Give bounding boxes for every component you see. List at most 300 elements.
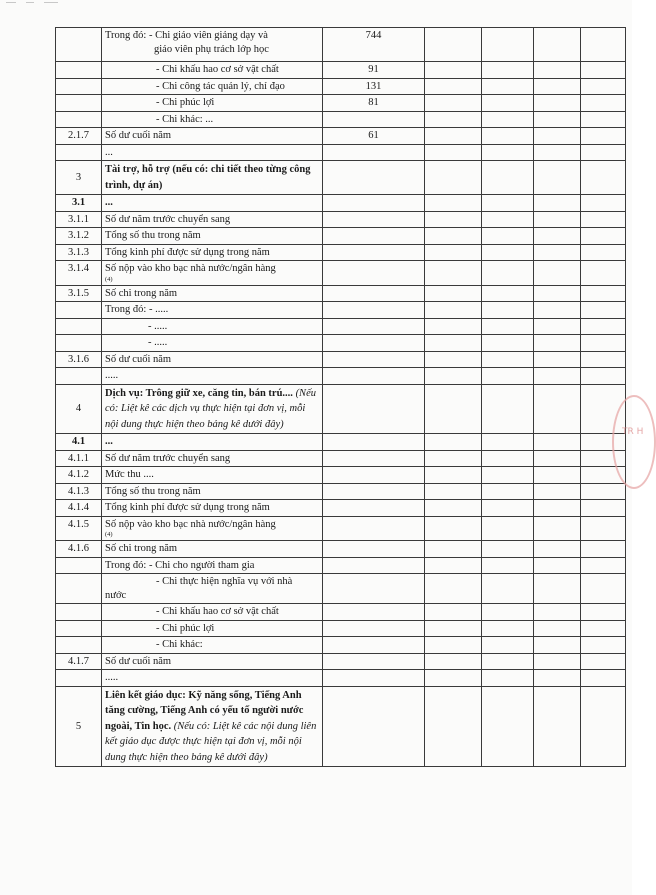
row-value <box>323 483 425 500</box>
empty-cell <box>482 195 534 212</box>
row-value-text: 131 <box>365 80 382 92</box>
row-content-text: ..... <box>105 370 119 381</box>
row-content-text: ... <box>105 146 113 158</box>
empty-cell <box>534 557 581 574</box>
empty-cell <box>482 335 534 352</box>
row-value <box>323 261 425 286</box>
row-content-text: Trong đó: - Chi giáo viên giảng dạy và <box>105 30 268 41</box>
empty-cell <box>425 653 482 670</box>
empty-cell <box>425 541 482 558</box>
empty-cell <box>534 574 581 604</box>
empty-cell <box>534 195 581 212</box>
empty-cell <box>482 228 534 245</box>
row-content-text: - Chi khác: <box>156 639 203 650</box>
empty-cell <box>425 211 482 228</box>
empty-cell <box>482 384 534 434</box>
row-content-text: - Chi khấu hao cơ sở vật chất <box>156 606 279 617</box>
row-value <box>323 541 425 558</box>
section-number-text: 5 <box>75 720 82 732</box>
empty-cell <box>581 285 626 302</box>
row-content <box>102 302 323 319</box>
row-content-text: - Chi khác: ... <box>156 113 214 125</box>
row-number <box>56 285 102 302</box>
empty-cell <box>482 111 534 128</box>
empty-cell <box>425 144 482 161</box>
empty-cell <box>534 434 581 451</box>
row-content <box>102 335 323 352</box>
table-row <box>56 467 626 484</box>
empty-cell <box>425 228 482 245</box>
row-content <box>102 144 323 161</box>
row-value <box>323 467 425 484</box>
empty-cell <box>581 228 626 245</box>
empty-cell <box>534 302 581 319</box>
empty-cell <box>482 500 534 517</box>
empty-cell <box>425 670 482 687</box>
empty-cell <box>425 483 482 500</box>
row-number <box>56 62 102 79</box>
row-content-text: Trong đó: - Chi cho người tham gia <box>105 559 255 571</box>
row-value <box>323 161 425 195</box>
empty-cell <box>425 557 482 574</box>
row-content-text: Số dư cuối năm <box>105 655 172 667</box>
row-number <box>56 574 102 604</box>
empty-cell <box>534 318 581 335</box>
empty-cell <box>482 144 534 161</box>
empty-cell <box>482 670 534 687</box>
row-number <box>56 28 102 62</box>
empty-cell <box>581 516 626 541</box>
empty-cell <box>425 261 482 286</box>
section-number <box>56 686 102 767</box>
row-content-text: - Chi công tác quản lý, chỉ đạo <box>156 80 285 92</box>
row-value <box>323 111 425 128</box>
table-row <box>56 335 626 352</box>
empty-cell <box>534 686 581 767</box>
table-row <box>56 434 626 451</box>
empty-cell <box>425 637 482 654</box>
row-content-text: Số dư năm trước chuyển sang <box>105 213 231 225</box>
table-row <box>56 78 626 95</box>
row-content-text: ... <box>105 436 113 447</box>
row-number-text: 3.1.6 <box>68 353 89 365</box>
empty-cell <box>534 95 581 112</box>
empty-cell <box>482 78 534 95</box>
empty-cell <box>534 62 581 79</box>
row-content-text: - ..... <box>148 320 168 332</box>
empty-cell <box>581 335 626 352</box>
row-number <box>56 467 102 484</box>
empty-cell <box>482 351 534 368</box>
empty-cell <box>482 244 534 261</box>
row-content-text: Tổng kinh phí được sử dụng trong năm <box>105 246 270 258</box>
empty-cell <box>482 483 534 500</box>
empty-cell <box>482 620 534 637</box>
row-content <box>102 637 323 654</box>
empty-cell <box>425 95 482 112</box>
row-number <box>56 335 102 352</box>
empty-cell <box>482 285 534 302</box>
empty-cell <box>534 161 581 195</box>
row-content <box>102 318 323 335</box>
row-number <box>56 670 102 687</box>
empty-cell <box>425 285 482 302</box>
row-value <box>323 351 425 368</box>
empty-cell <box>482 434 534 451</box>
table-row <box>56 211 626 228</box>
empty-cell <box>581 161 626 195</box>
empty-cell <box>425 620 482 637</box>
row-number-text: 4.1.7 <box>68 655 89 667</box>
empty-cell <box>534 483 581 500</box>
row-value <box>323 211 425 228</box>
row-content-text: Tổng kinh phí được sử dụng trong năm <box>105 502 270 513</box>
row-number <box>56 128 102 145</box>
section-title <box>102 384 323 434</box>
row-number <box>56 653 102 670</box>
row-value <box>323 318 425 335</box>
empty-cell <box>581 62 626 79</box>
row-number <box>56 228 102 245</box>
row-value-text: 61 <box>368 130 379 141</box>
section-number <box>56 161 102 195</box>
row-number-text: 4.1.4 <box>68 502 89 513</box>
empty-cell <box>482 211 534 228</box>
empty-cell <box>425 335 482 352</box>
empty-cell <box>581 128 626 145</box>
row-content <box>102 467 323 484</box>
section-row <box>56 161 626 195</box>
empty-cell <box>581 261 626 286</box>
row-value <box>323 384 425 434</box>
row-value <box>323 195 425 212</box>
empty-cell <box>581 604 626 621</box>
row-number <box>56 516 102 541</box>
row-value <box>323 95 425 112</box>
empty-cell <box>425 604 482 621</box>
row-value <box>323 450 425 467</box>
row-content <box>102 516 323 541</box>
row-content <box>102 604 323 621</box>
empty-cell <box>482 467 534 484</box>
row-content-text: - ..... <box>148 337 168 348</box>
table-row <box>56 500 626 517</box>
table-row <box>56 62 626 79</box>
empty-cell <box>482 450 534 467</box>
row-content <box>102 574 323 604</box>
row-number <box>56 450 102 467</box>
empty-cell <box>425 351 482 368</box>
empty-cell <box>581 637 626 654</box>
empty-cell <box>425 686 482 767</box>
table-row <box>56 195 626 212</box>
row-content <box>102 95 323 112</box>
empty-cell <box>534 541 581 558</box>
empty-cell <box>482 516 534 541</box>
empty-cell <box>534 211 581 228</box>
row-value <box>323 244 425 261</box>
row-content <box>102 620 323 637</box>
empty-cell <box>482 261 534 286</box>
row-number <box>56 195 102 212</box>
row-content-text: Số dư cuối năm <box>105 353 172 365</box>
table-row <box>56 450 626 467</box>
empty-cell <box>581 500 626 517</box>
finance-table <box>55 27 626 767</box>
scan-artifact <box>0 0 80 6</box>
row-content-text: Số chi trong năm <box>105 543 178 554</box>
row-content-text: Số dư năm trước chuyển sang <box>105 452 231 464</box>
empty-cell <box>482 28 534 62</box>
empty-cell <box>482 368 534 385</box>
row-content <box>102 128 323 145</box>
empty-cell <box>534 604 581 621</box>
row-content <box>102 261 323 286</box>
empty-cell <box>425 368 482 385</box>
table-row <box>56 95 626 112</box>
row-content <box>102 541 323 558</box>
empty-cell <box>581 557 626 574</box>
row-content <box>102 228 323 245</box>
section-title-text: Dịch vụ: Trông giữ xe, căng tin, bán trú.... <box>105 387 293 399</box>
row-number-text: 3.1 <box>71 197 86 208</box>
row-content-text: - Chi khấu hao cơ sở vật chất <box>156 64 279 75</box>
section-number-text: 3 <box>75 171 82 183</box>
row-number <box>56 351 102 368</box>
empty-cell <box>581 574 626 604</box>
empty-cell <box>581 78 626 95</box>
table-row <box>56 144 626 161</box>
row-value <box>323 686 425 767</box>
table-row <box>56 28 626 62</box>
row-number <box>56 211 102 228</box>
row-content-text: Tổng số thu trong năm <box>105 230 201 241</box>
empty-cell <box>581 483 626 500</box>
empty-cell <box>425 161 482 195</box>
empty-cell <box>534 500 581 517</box>
row-value <box>323 620 425 637</box>
empty-cell <box>534 368 581 385</box>
empty-cell <box>581 620 626 637</box>
row-number <box>56 318 102 335</box>
empty-cell <box>425 384 482 434</box>
row-number <box>56 368 102 385</box>
row-value <box>323 500 425 517</box>
table-row <box>56 604 626 621</box>
empty-cell <box>482 637 534 654</box>
empty-cell <box>534 335 581 352</box>
row-content-text: ..... <box>105 672 119 683</box>
empty-cell <box>482 161 534 195</box>
empty-cell <box>425 450 482 467</box>
table-row <box>56 670 626 687</box>
empty-cell <box>534 467 581 484</box>
empty-cell <box>581 541 626 558</box>
empty-cell <box>581 653 626 670</box>
row-content <box>102 195 323 212</box>
empty-cell <box>425 318 482 335</box>
empty-cell <box>534 516 581 541</box>
empty-cell <box>534 637 581 654</box>
red-stamp <box>612 395 656 489</box>
row-content-text: Trong đó: - ..... <box>105 304 169 315</box>
empty-cell <box>482 318 534 335</box>
table-row <box>56 111 626 128</box>
table-row <box>56 541 626 558</box>
row-value-text: 81 <box>368 97 379 108</box>
row-value <box>323 78 425 95</box>
row-number <box>56 302 102 319</box>
section-title <box>102 686 323 767</box>
empty-cell <box>425 62 482 79</box>
empty-cell <box>482 62 534 79</box>
empty-cell <box>581 302 626 319</box>
empty-cell <box>581 211 626 228</box>
row-value <box>323 516 425 541</box>
row-value <box>323 604 425 621</box>
empty-cell <box>534 261 581 286</box>
row-number-text: 4.1.6 <box>68 543 89 554</box>
table-row <box>56 557 626 574</box>
empty-cell <box>425 574 482 604</box>
row-content <box>102 62 323 79</box>
row-content-text-cont: giáo viên phụ trách lớp học <box>154 43 269 55</box>
row-number <box>56 500 102 517</box>
section-title <box>102 161 323 195</box>
row-content <box>102 434 323 451</box>
row-content <box>102 483 323 500</box>
row-number <box>56 434 102 451</box>
empty-cell <box>581 195 626 212</box>
section-title-text: Tài trợ, hỗ trợ (nếu có: chi tiết theo từng công trình, dự án) <box>105 164 311 191</box>
row-value <box>323 28 425 62</box>
row-value <box>323 670 425 687</box>
empty-cell <box>581 670 626 687</box>
row-value <box>323 574 425 604</box>
row-value <box>323 302 425 319</box>
table-row <box>56 516 626 541</box>
section-row <box>56 686 626 767</box>
empty-cell <box>482 653 534 670</box>
row-value-text: 91 <box>368 64 379 75</box>
row-content-text: ... <box>105 197 113 208</box>
row-number-text: 3.1.4 <box>68 263 89 274</box>
row-content <box>102 351 323 368</box>
row-value <box>323 144 425 161</box>
empty-cell <box>425 244 482 261</box>
row-content-text: Tổng số thu trong năm <box>105 485 201 497</box>
row-number <box>56 637 102 654</box>
row-content-text: Số nộp vào kho bạc nhà nước/ngân hàng <box>105 263 276 274</box>
row-number <box>56 78 102 95</box>
row-value <box>323 653 425 670</box>
row-value <box>323 637 425 654</box>
empty-cell <box>425 111 482 128</box>
row-value <box>323 335 425 352</box>
empty-cell <box>534 450 581 467</box>
row-number-text: 4.1.3 <box>68 485 89 497</box>
row-content <box>102 285 323 302</box>
row-content-text: Số dư cuối năm <box>105 130 172 141</box>
empty-cell <box>482 686 534 767</box>
row-number-text: 2.1.7 <box>68 130 89 141</box>
row-content <box>102 78 323 95</box>
row-content <box>102 28 323 62</box>
row-number <box>56 244 102 261</box>
empty-cell <box>482 557 534 574</box>
empty-cell <box>581 368 626 385</box>
row-number-text: 4.1.5 <box>68 518 89 530</box>
row-number <box>56 557 102 574</box>
empty-cell <box>482 302 534 319</box>
empty-cell <box>534 111 581 128</box>
empty-cell <box>581 28 626 62</box>
table-row <box>56 483 626 500</box>
row-number-text: 4.1.1 <box>68 452 89 464</box>
row-value <box>323 557 425 574</box>
empty-cell <box>581 144 626 161</box>
empty-cell <box>425 434 482 451</box>
section-number <box>56 384 102 434</box>
row-value-text: 744 <box>365 30 382 41</box>
empty-cell <box>534 128 581 145</box>
row-value <box>323 128 425 145</box>
stamp-text: TR H <box>622 427 644 437</box>
empty-cell <box>581 686 626 767</box>
empty-cell <box>425 302 482 319</box>
row-value <box>323 368 425 385</box>
row-number <box>56 144 102 161</box>
section-row <box>56 384 626 434</box>
empty-cell <box>482 541 534 558</box>
table-row <box>56 302 626 319</box>
empty-cell <box>482 574 534 604</box>
table-row <box>56 285 626 302</box>
empty-cell <box>534 285 581 302</box>
empty-cell <box>425 128 482 145</box>
empty-cell <box>482 604 534 621</box>
section-number-text: 4 <box>75 403 82 414</box>
empty-cell <box>581 111 626 128</box>
empty-cell <box>425 28 482 62</box>
empty-cell <box>534 78 581 95</box>
empty-cell <box>534 228 581 245</box>
empty-cell <box>534 653 581 670</box>
empty-cell <box>482 128 534 145</box>
table-row <box>56 653 626 670</box>
empty-cell <box>425 78 482 95</box>
row-content-text-cont: nước <box>105 589 127 601</box>
table-row <box>56 244 626 261</box>
table-row <box>56 261 626 286</box>
row-number <box>56 261 102 286</box>
section-title-note: (Nếu có: Liệt kê các nội dung liên kết giáo dục được thực hiện tại đơn vị, mỗi nội dung thực hiện theo bảng kê dưới đây) <box>105 720 317 763</box>
empty-cell <box>425 467 482 484</box>
row-number <box>56 483 102 500</box>
row-content-text: Số nộp vào kho bạc nhà nước/ngân hàng <box>105 518 276 530</box>
empty-cell <box>534 384 581 434</box>
row-number <box>56 95 102 112</box>
table-row <box>56 620 626 637</box>
empty-cell <box>534 144 581 161</box>
row-value <box>323 285 425 302</box>
row-number-text: 4.1.2 <box>68 469 89 480</box>
row-number <box>56 541 102 558</box>
empty-cell <box>425 516 482 541</box>
row-number <box>56 604 102 621</box>
row-content <box>102 211 323 228</box>
row-content-text: Số chi trong năm <box>105 287 178 299</box>
